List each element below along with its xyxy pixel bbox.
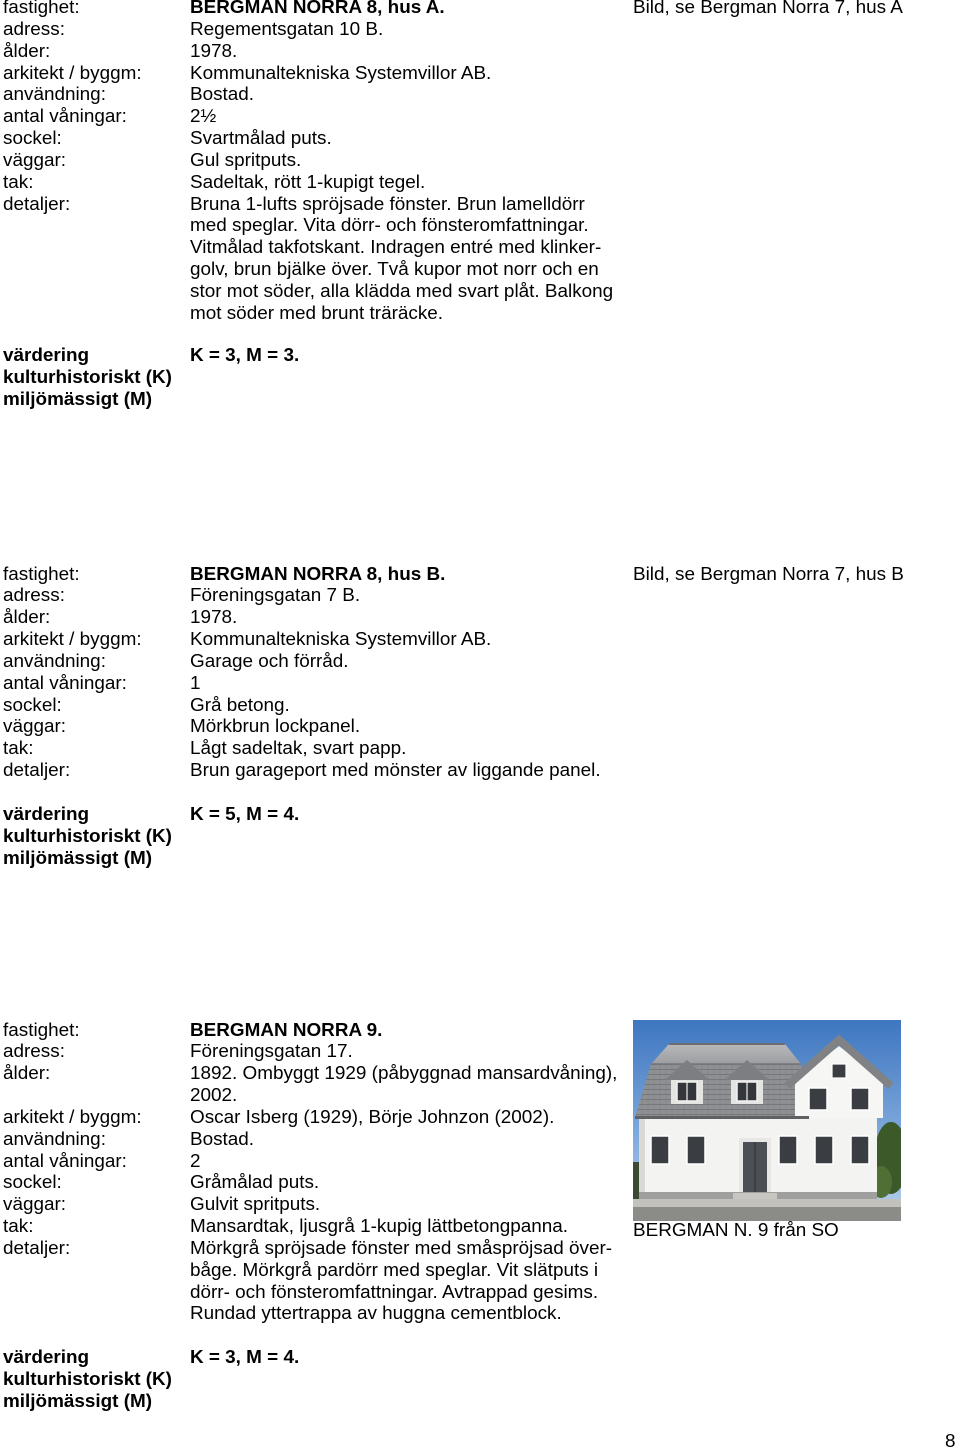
field-row-antal-vaningar: [3, 106, 613, 128]
field-value: [190, 1216, 568, 1238]
value-line: 2: [190, 1150, 201, 1172]
field-value: [190, 41, 237, 63]
field-value: [190, 716, 360, 738]
field-label: väggar:: [3, 149, 67, 171]
field-value: [190, 63, 491, 85]
field-row-alder: [3, 41, 613, 63]
field-value: [190, 607, 237, 629]
value-line: Gul spritputs.: [190, 149, 302, 171]
field-row-detaljer: [3, 760, 601, 782]
field-label: fastighet:: [3, 1019, 80, 1041]
value-line: Mörkgrå spröjsade fönster med småspröjsad över-: [190, 1237, 613, 1259]
field-label: antal våningar:: [3, 672, 127, 694]
field-label: sockel:: [3, 128, 62, 150]
value-line: 1978.: [190, 40, 238, 62]
field-label: arkitekt / byggm:: [3, 1106, 142, 1128]
field-label: sockel:: [3, 1172, 62, 1194]
value-line: Rundad yttertrappa av huggna cementblock.: [190, 1303, 562, 1325]
window: [687, 1136, 705, 1164]
mansard-roof-lower: [635, 1064, 809, 1118]
value-line: Sadeltak, rött 1-kupigt tegel.: [190, 171, 426, 193]
field-row-alder: [3, 607, 601, 629]
field-label: tak:: [3, 171, 34, 193]
field-value: [190, 1129, 254, 1151]
field-value: [190, 738, 406, 760]
window: [779, 1136, 797, 1164]
field-label: ålder:: [3, 40, 51, 62]
field-label: tak:: [3, 1216, 34, 1238]
field-value: [190, 150, 301, 172]
field-row-antal-vaningar: [3, 1151, 617, 1173]
front-steps: [733, 1193, 777, 1200]
rating-label: värdering: [3, 344, 90, 366]
rating-k-label: kulturhistoriskt (K): [3, 825, 172, 847]
property-record: [3, 1020, 617, 1326]
value-line: 1978.: [190, 607, 238, 629]
field-row-fastighet: [3, 0, 613, 19]
value-line: Lågt sadeltak, svart papp.: [190, 738, 407, 760]
field-label: ålder:: [3, 1063, 51, 1085]
value-line: Brun garageport med mönster av liggande panel.: [190, 760, 601, 782]
value-line: 1: [190, 672, 201, 694]
value-line: Bostad.: [190, 1128, 255, 1150]
gable-window-right: [851, 1088, 869, 1110]
property-record: [3, 0, 613, 325]
field-value: [190, 1107, 554, 1129]
field-label: detaljer:: [3, 760, 71, 782]
field-value: [190, 128, 332, 150]
value-line: 1892. Ombyggt 1929 (påbyggnad mansardvåning),: [190, 1063, 618, 1085]
house-wall-shade: [639, 1116, 645, 1196]
field-label: adress:: [3, 1041, 65, 1063]
rating-k-label: kulturhistoriskt (K): [3, 366, 172, 388]
value-line: Kommunaltekniska Systemvillor AB.: [190, 629, 492, 651]
value-line: Oscar Isberg (1929), Börje Johnzon (2002).: [190, 1106, 555, 1128]
field-row-fastighet: [3, 1020, 617, 1042]
value-line: dörr- och fönsteromfattningar. Avtrappad gesims.: [190, 1281, 599, 1303]
window: [851, 1136, 869, 1164]
rating-value: K = 5, M = 4.: [190, 803, 300, 825]
field-row-anvandning: [3, 1129, 617, 1151]
field-row-detaljer: [3, 194, 613, 325]
window: [651, 1136, 669, 1164]
mansard-roof-upper: [651, 1044, 801, 1064]
field-label: detaljer:: [3, 1237, 71, 1259]
field-value: [190, 1172, 319, 1194]
value-line: Gulvit spritputs.: [190, 1194, 321, 1216]
value-line: Regementsgatan 10 B.: [190, 18, 384, 40]
street: [633, 1207, 901, 1221]
photo-caption: BERGMAN N. 9 från SO: [633, 1220, 839, 1241]
field-row-detaljer: [3, 1238, 617, 1325]
field-value: [190, 1238, 612, 1325]
field-row-adress: [3, 585, 601, 607]
field-value: [190, 172, 425, 194]
rating-row: [3, 804, 299, 826]
field-value: [190, 585, 360, 607]
rating-block: [3, 345, 299, 411]
eave-shadow: [635, 1116, 809, 1119]
page-number: 8: [945, 1431, 956, 1451]
field-row-vaggar: [3, 1194, 617, 1216]
field-value: [190, 673, 201, 695]
property-name: BERGMAN NORRA 8, hus A.: [190, 0, 445, 18]
field-row-vaggar: [3, 150, 613, 172]
field-row-tak: [3, 172, 613, 194]
field-label: sockel:: [3, 694, 62, 716]
field-row-antal-vaningar: [3, 673, 601, 695]
field-label: väggar:: [3, 1194, 67, 1216]
rating-label: värdering: [3, 803, 90, 825]
rating-label: värdering: [3, 1346, 90, 1368]
field-label: arkitekt / byggm:: [3, 62, 142, 84]
field-label: antal våningar:: [3, 106, 127, 128]
image-reference-note: Bild, se Bergman Norra 7, hus B: [633, 563, 904, 585]
property-name: BERGMAN NORRA 9.: [190, 1019, 383, 1041]
gable-top-window: [832, 1064, 846, 1078]
field-label: arkitekt / byggm:: [3, 629, 142, 651]
rating-block: [3, 1347, 299, 1413]
sidewalk: [633, 1199, 901, 1207]
field-row-tak: [3, 738, 601, 760]
property-name: BERGMAN NORRA 8, hus B.: [190, 563, 446, 585]
rating-m-label: miljömässigt (M): [3, 847, 153, 869]
field-row-anvandning: [3, 84, 613, 106]
rating-m-label: miljömässigt (M): [3, 1390, 153, 1412]
field-label: användning:: [3, 1128, 106, 1150]
value-line: med speglar. Vita dörr- och fönsteromfattningar.: [190, 215, 589, 237]
field-value: [190, 19, 383, 41]
field-row-arkitekt: [3, 1107, 617, 1129]
rating-row: [3, 1347, 299, 1369]
value-line: Gråmålad puts.: [190, 1172, 320, 1194]
field-row-adress: [3, 19, 613, 41]
field-value: [190, 1194, 320, 1216]
field-row-anvandning: [3, 651, 601, 673]
gable-window-left: [809, 1088, 827, 1110]
field-value: [190, 84, 254, 106]
field-label: fastighet:: [3, 0, 80, 18]
field-label: antal våningar:: [3, 1150, 127, 1172]
field-row-fastighet: [3, 564, 601, 586]
value-line: Mörkbrun lockpanel.: [190, 716, 361, 738]
field-value: [190, 1151, 201, 1173]
field-value: [190, 194, 613, 325]
field-value: [190, 106, 216, 128]
field-value: [190, 1041, 353, 1063]
value-line: Garage och förråd.: [190, 650, 349, 672]
window: [815, 1136, 833, 1164]
value-line: Grå betong.: [190, 694, 290, 716]
value-line: Bruna 1-lufts spröjsade fönster. Brun lamelldörr: [190, 193, 585, 215]
field-row-tak: [3, 1216, 617, 1238]
field-label: fastighet:: [3, 563, 80, 585]
field-row-adress: [3, 1041, 617, 1063]
field-row-sockel: [3, 128, 613, 150]
field-row-sockel: [3, 1172, 617, 1194]
field-value: [190, 629, 491, 651]
value-line: 2002.: [190, 1085, 238, 1107]
value-line: mot söder med brunt träräcke.: [190, 302, 444, 324]
rating-block: [3, 804, 299, 870]
field-label: användning:: [3, 650, 106, 672]
field-value: [190, 760, 601, 782]
value-line: Kommunaltekniska Systemvillor AB.: [190, 62, 492, 84]
field-label: adress:: [3, 18, 65, 40]
field-row-vaggar: [3, 716, 601, 738]
value-line: båge. Mörkgrå pardörr med speglar. Vit slätputs i: [190, 1259, 599, 1281]
field-value: [190, 1063, 617, 1107]
value-line: Mansardtak, ljusgrå 1-kupig lättbetongpanna.: [190, 1216, 569, 1238]
rating-m-label: miljömässigt (M): [3, 388, 153, 410]
value-line: Föreningsgatan 17.: [190, 1041, 353, 1063]
field-value: [190, 651, 349, 673]
field-label: ålder:: [3, 607, 51, 629]
value-line: 2½: [190, 106, 217, 128]
value-line: Vitmålad takfotskant. Indragen entré med klinker-: [190, 237, 602, 259]
field-label: detaljer:: [3, 193, 71, 215]
field-label: adress:: [3, 585, 65, 607]
value-line: Bostad.: [190, 84, 255, 106]
field-row-arkitekt: [3, 629, 601, 651]
value-line: Svartmålad puts.: [190, 128, 332, 150]
field-row-sockel: [3, 695, 601, 717]
image-reference-note: Bild, se Bergman Norra 7, hus A: [633, 0, 903, 18]
rating-value: K = 3, M = 3.: [190, 344, 300, 366]
house-photo: [633, 1020, 901, 1221]
property-record: [3, 564, 601, 782]
value-line: golv, brun bjälke över. Två kupor mot norr och en: [190, 259, 599, 281]
field-label: väggar:: [3, 716, 67, 738]
rating-k-label: kulturhistoriskt (K): [3, 1368, 172, 1390]
rating-value: K = 3, M = 4.: [190, 1346, 300, 1368]
field-label: användning:: [3, 84, 106, 106]
field-row-arkitekt: [3, 63, 613, 85]
field-label: tak:: [3, 738, 34, 760]
value-line: Föreningsgatan 7 B.: [190, 585, 361, 607]
field-value: [190, 695, 290, 717]
value-line: stor mot söder, alla klädda med svart plåt. Balkong: [190, 280, 614, 302]
field-row-alder: [3, 1063, 617, 1107]
rating-row: [3, 345, 299, 367]
